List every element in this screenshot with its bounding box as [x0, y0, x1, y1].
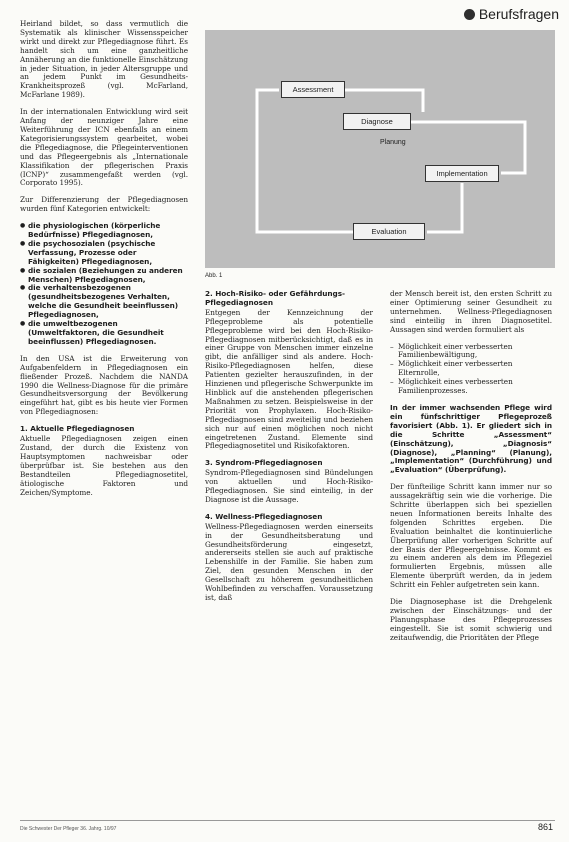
subheading: 4. Wellness-Pflegediagnosen [205, 511, 323, 521]
paragraph: Syndrom-Pflegediagnosen sind Bündelungen von aktuellen und Hoch-Risiko-Pflegediagnosen. Sie sind einteilig, in der Diagnose ist die Aussage. [205, 468, 373, 504]
paragraph: Entgegen der Kennzeichnung der Pflegeprobleme als potentielle Pflegeprobleme wird bei den Hoch-Risiko-Pflegediagnosen mitberücksichtigt, daß es in einer Gruppe von Menschen immer einzelne gibt, die anfälliger sind als andere. Hoch-Risiko-Pflegediagnosen helfen, diese Patienten gezielter herauszufinden, in der Hinzienen und pflegerische Schwerpunkte im Hinblick auf die anstehenden pflegerischen Maßnahmen zu setzen. Beispielsweise in der Priorität von Prophylaxen. Hoch-Risiko-Pflegediagnosen sind zweiteilig und beziehen sich nur auf einen möglichen noch nicht eingetretenen Zustand. Elemente sind Pflegediagnosetitel und Risikofaktoren. [205, 307, 373, 451]
assessment-box: Assessment [281, 81, 345, 98]
list-item: ● die psychosozialen (psychische Verfassung, Prozesse oder Fähigkeiten) Pflegediagnosen, [20, 240, 188, 267]
paragraph: Aktuelle Pflegediagnosen zeigen einen Zustand, der durch die Existenz von Hauptsymptomen nachweisbar oder überprüfbar ist. Sie bestehen aus den Bestandteilen Pflegediagnosetitel, ätiologische Faktoren und Zeichen/Symptome. [20, 434, 188, 497]
footer-journal: Die Schwester Der Pfleger 36. Jahrg. 10/97 [20, 826, 117, 832]
column-left [20, 20, 188, 505]
paragraph: der Mensch bereit ist, den ersten Schritt zu einer Optimierung seiner Gesundheit zu unternehmen. Wellness-Pflegediagnosen sind einteilig in ihren Diagnosetitel. Aussagen sind werden formuliert als [390, 289, 552, 334]
list-item: – Möglichkeit eines verbesserten Familienprozesses. [390, 378, 552, 396]
list-item: ● die umweltbezogenen (Umweltfaktoren, die Gesundheit beeinflussen) Pflegediagnosen. [20, 320, 188, 347]
nursing-process-figure [205, 30, 555, 268]
paragraph: In der internationalen Entwicklung wird seit Anfang der neunziger Jahre eine Weiterführung der ICN ebenfalls an einem Kategorisierungssystem gearbeitet, wobei die Pflegediagnose, die Pflegeinterventionen und das Pflegeergebnis als „Internationale Klassifikation der pflegerischen Praxis (ICNP)“ zusammengefaßt werden (vgl. Corporato 1995). [20, 107, 188, 188]
footer-divider [20, 820, 555, 821]
paragraph: Die Diagnosephase ist die Drehgelenk zwischen der Einschätzungs- und der Planungsphase des Pflegeprozesses eingestellt. Sie ist somit schwierig und zeitaufwendig, die Prioritäten der Pflege [390, 597, 552, 642]
bullet-list [390, 343, 552, 396]
implementation-box: Implementation [425, 165, 499, 182]
subheading: 1. Aktuelle Pflegediagnosen [20, 424, 135, 434]
subheading: 2. Hoch-Risiko- oder Gefährdungs-Pflegediagnosen [205, 289, 345, 307]
list-item: ● die physiologischen (körperliche Bedürfnisse) Pflegediagnosen, [20, 222, 188, 240]
planning-label: Planung [380, 139, 406, 146]
subheading: 3. Syndrom-Pflegediagnosen [205, 458, 323, 468]
category-list [20, 222, 188, 347]
column-middle [205, 290, 373, 611]
paragraph: Wellness-Pflegediagnosen werden einerseits in der Gesundheitsberatung und Gesundheitsförderung eingesetzt, andererseits stellen sie auch auf praktische Lebenshilfe in der Familie. Sie haben zum Ziel, den gesunden Menschen in der Gesellschaft zu höherem gesundheitlichen Wohlbefinden zu verschaffen. Voraussetzung ist, daß [205, 521, 373, 602]
column-right [390, 290, 552, 651]
list-item: – Möglichkeit einer verbesserten Familienbewältigung, [390, 343, 552, 361]
paragraph: In der immer wachsenden Pflege wird ein fünfschrittiger Pflegeprozeß favorisiert (Abb. 1). Er gliedert sich in die Schritte „Assessment“ (Einschätzung), „Diagnosis“ (Diagnose), „Planning“ (Planung), „Implementation“ (Durchführung) und „Evaluation“ (Überprüfung). [390, 402, 552, 475]
paragraph: Heirland bildet, so dass vermutlich die Systematik als klinischer Wissensspeicher wirkt und direkt zur Pflegediagnose führt. Es handelt sich um eine ganzheitliche Annäherung an die funktionelle Einschätzung in jeder Situation, in jeder Altersgruppe und an jedem Punkt im Gesundheits-Krankheitsprozeß (vgl. McFarland, McFarlane 1989). [20, 19, 188, 100]
paragraph: In den USA ist die Erweiterung von Aufgabenfeldern in Pflegediagnosen ein fließender Prozeß. Nachdem die NANDA 1990 die Wellness-Diagnose für die primäre Gesundheitsversorgung der Bevölkerung eingeführt hat, gibt es bis heute vier Formen von Pflegediagnosen: [20, 353, 188, 417]
page-number: 861 [537, 822, 553, 832]
evaluation-box: Evaluation [353, 223, 425, 240]
paragraph: Der fünfteilige Schritt kann immer nur so aussagekräftig sein wie die vorherige. Die Schritte überlappen sich bei speziellen neuen Informationen bereits Inhalte des folgenden Schrittes ergeben. Die Evaluation beinhaltet die kontinuierliche Überprüfung aller vorherigen Schritte auf der Basis der Pflegeergebnisse. Kommt es zu einem anderen als dem im Pflegeziel formulierten Ergebnis, müssen alle Elemente überprüft werden, da in jedem Schritt ein Fehler aufgetreten sein kann. [390, 482, 552, 590]
figure-caption: Abb. 1 [205, 273, 223, 279]
list-item: – Möglichkeit einer verbesserten Elternrolle, [390, 360, 552, 378]
section-bullet-icon [464, 9, 475, 20]
list-item: ● die sozialen (Beziehungen zu anderen Menschen) Pflegediagnosen, [20, 267, 188, 285]
section-title: Berufsfragen [478, 6, 559, 22]
section-header [464, 6, 559, 22]
paragraph: Zur Differenzierung der Pflegediagnosen wurden fünf Kategorien entwickelt: [20, 195, 188, 214]
diagnose-box: Diagnose [343, 113, 411, 130]
list-item: ● die verhaltensbezogenen (gesundheitsbezogenes Verhalten, welche die Gesundheit beeinflussen) Pflegediagnosen, [20, 284, 188, 320]
